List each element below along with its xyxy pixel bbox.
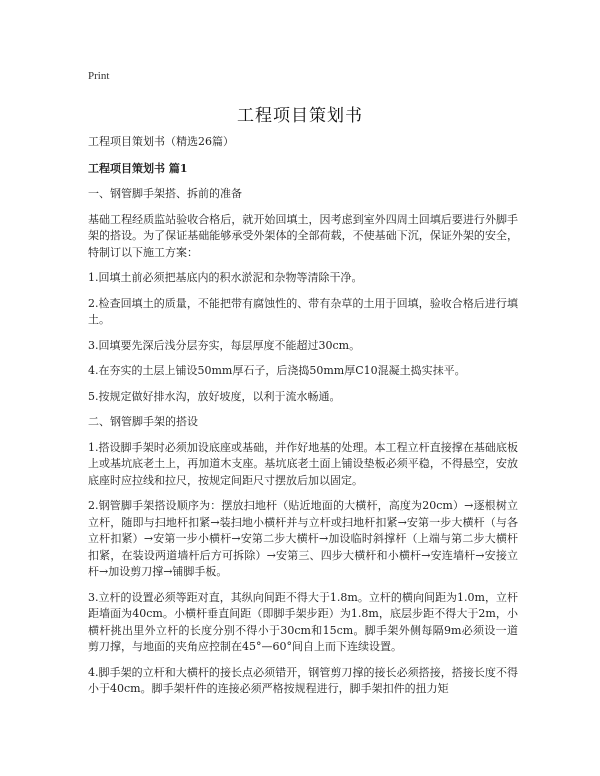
section1-paragraph-intro: 基础工程经质监站验收合格后，就开始回填土，因考虑到室外四周土回填后要进行外脚手架的搭设。为了保证基础能够承受外架体的全部荷载，不使基础下沉，保证外架的安全，特制订以下施工方案： bbox=[88, 212, 518, 259]
section2-paragraph-2: 2.钢管脚手架搭设顺序为：摆放扫地杆（贴近地面的大横杆，高度为20cm）→逐根树立立杆，随即与扫地杆扣紧→装扫地小横杆并与立杆或扫地杆扣紧→安第一步大横杆（与各立杆扣紧）→安第一步小横杆→安第二步大横杆→加设临时斜撑杆（上端与第二步大横杆扣紧，在装设两道墙杆后方可拆除）→安第三、四步大横杆和小横杆→安连墙杆→安接立杆→加设剪刀撑→铺脚手板。 bbox=[88, 499, 518, 578]
section1-paragraph-4: 4.在夯实的土层上铺设50mm厚石子，后浇捣50mm厚C10混凝土捣实抹平。 bbox=[88, 364, 466, 377]
section1-paragraph-3: 3.回填要先深后浅分层夯实，每层厚度不能超过30cm。 bbox=[88, 338, 361, 352]
print-label: Print bbox=[88, 70, 110, 82]
section1-heading: 一、钢管脚手架搭、拆前的准备 bbox=[88, 187, 242, 200]
section2-paragraph-3: 3.立杆的设置必须等距对直，其纵向间距不得大于1.8m。立杆的横向间距为1.0m，立杆距墙面为40cm。小横杆垂直间距（即脚手架步距）为1.8m，底层步距不得大于2m，小横杆挑出里外立杆的长度分别不得小于30cm和15cm。脚手架外侧每隔9m必须设一道剪刀撑，与地面的夹角应控制在45°—60°间自上而下连续设置。 bbox=[88, 590, 518, 653]
section2-paragraph-4: 4.脚手架的立杆和大横杆的接长点必须错开，钢管剪刀撑的接长必须搭接，搭接长度不得小于40cm。脚手架杆件的连接必须严格按规程进行，脚手架扣件的扭力矩 bbox=[88, 665, 518, 695]
section1-paragraph-1: 1.回填土前必须把基底内的积水淤泥和杂物等清除干净。 bbox=[88, 271, 363, 284]
section2-heading: 二、钢管脚手架的搭设 bbox=[88, 415, 198, 428]
article-heading: 工程项目策划书 篇1 bbox=[88, 161, 188, 175]
section1-paragraph-5: 5.按规定做好排水沟，放好坡度，以利于流水畅通。 bbox=[88, 389, 341, 403]
document-body bbox=[88, 134, 518, 707]
section1-paragraph-2: 2.检查回填土的质量，不能把带有腐蚀性的、带有杂草的土用于回填，验收合格后进行填土。 bbox=[88, 296, 518, 326]
document-title: 工程项目策划书 bbox=[237, 106, 363, 126]
section2-paragraph-1: 1.搭设脚手架时必须加设底座或基础，并作好地基的处理。本工程立杆直接撑在基础底板上或基坑底老土上，再加道木支座。基坑底老土面上铺设垫板必须平稳，不得悬空，安放底座时应拉线和拉尺，按规定间距尺寸摆放后加以固定。 bbox=[88, 440, 518, 487]
document-subtitle: 工程项目策划书（精选26篇） bbox=[88, 135, 234, 148]
